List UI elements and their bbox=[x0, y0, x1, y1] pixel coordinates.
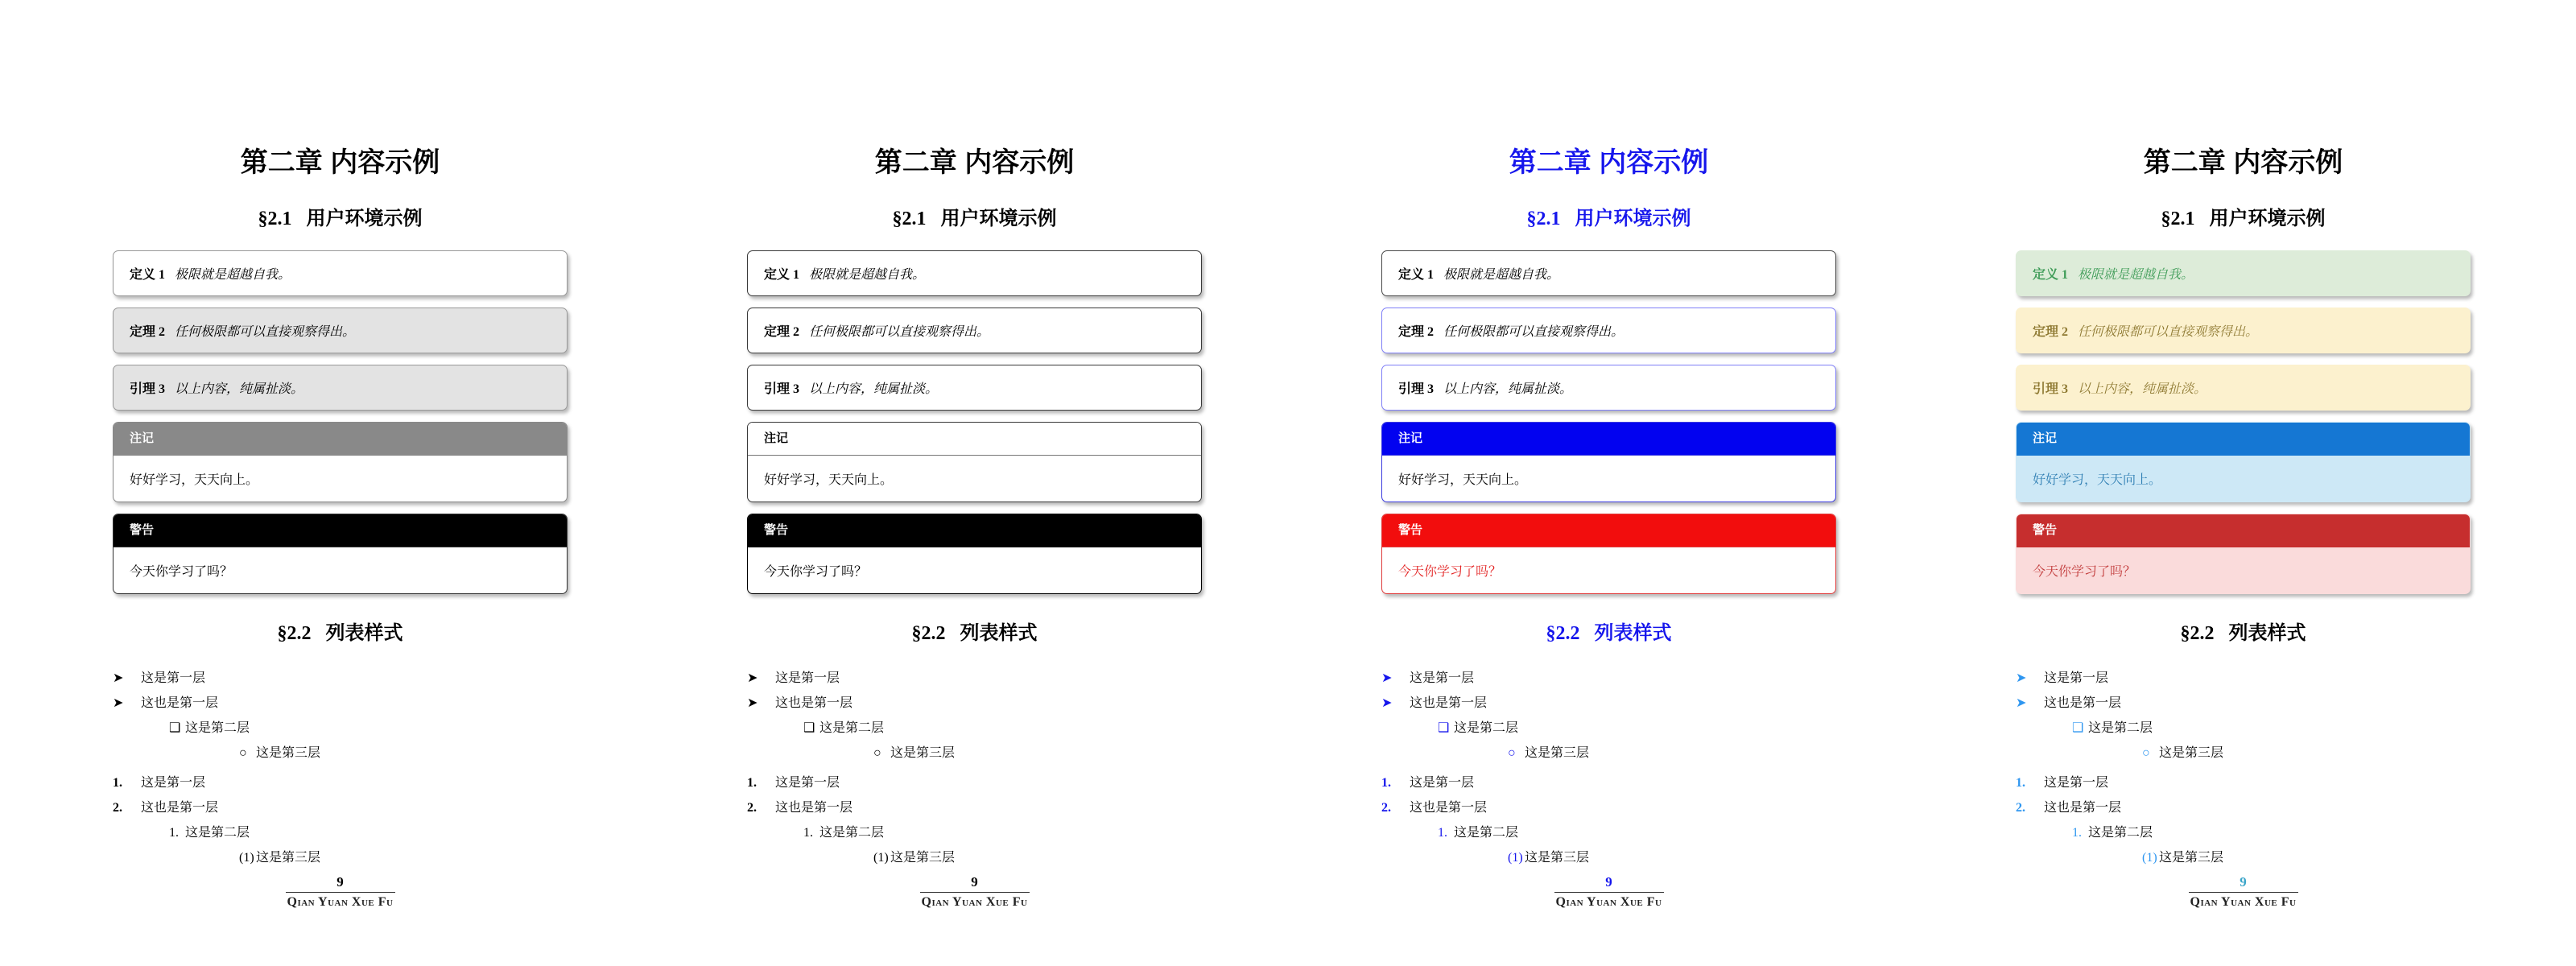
list-number: 1. bbox=[803, 826, 813, 840]
page-footer bbox=[2016, 874, 2471, 910]
chapter-title: 第二章 内容示例 bbox=[2143, 147, 2343, 178]
lemma-text: 以上内容，纯属扯淡。 bbox=[175, 382, 304, 396]
chapter-title: 第二章 内容示例 bbox=[240, 147, 440, 178]
triangle-bullet-icon: ➤ bbox=[747, 671, 758, 685]
numbered-list bbox=[1381, 770, 1836, 870]
list-item-text: 这是第二层 bbox=[2088, 826, 2153, 840]
lemma-label: 引理 3 bbox=[130, 382, 166, 396]
theorem-text: 任何极限都可以直接观察得出。 bbox=[2078, 325, 2259, 339]
definition-box bbox=[747, 250, 1202, 296]
page-number: 9 bbox=[971, 874, 978, 890]
note-box bbox=[2016, 422, 2471, 502]
circle-bullet-icon: ○ bbox=[873, 746, 881, 760]
list-item bbox=[1381, 666, 1836, 691]
list-item-text: 这是第二层 bbox=[819, 721, 885, 735]
theorem-label: 定理 2 bbox=[130, 325, 166, 339]
list-item bbox=[2016, 741, 2471, 766]
list-item bbox=[113, 770, 568, 795]
list-item bbox=[1381, 770, 1836, 795]
list-item bbox=[113, 666, 568, 691]
note-header: 注记 bbox=[2017, 423, 2470, 456]
note-header: 注记 bbox=[748, 423, 1201, 456]
list-item-text: 这是第二层 bbox=[2088, 721, 2153, 735]
list-item-text: 这是第一层 bbox=[141, 671, 206, 685]
list-number: 2. bbox=[747, 801, 757, 815]
list-item bbox=[2016, 691, 2471, 716]
section-title: 列表样式 bbox=[325, 622, 403, 644]
square-bullet-icon: ❑ bbox=[1438, 721, 1450, 735]
theorem-box bbox=[113, 308, 568, 353]
section-heading-2-2 bbox=[113, 621, 568, 646]
list-item-text: 这也是第一层 bbox=[2044, 696, 2122, 710]
section-title: 用户环境示例 bbox=[306, 208, 423, 229]
warning-body: 今天你学习了吗？ bbox=[130, 565, 233, 579]
theorem-label: 定理 2 bbox=[764, 325, 800, 339]
definition-label: 定义 1 bbox=[1398, 268, 1435, 282]
page-footer bbox=[747, 874, 1202, 910]
section-title: 用户环境示例 bbox=[940, 208, 1057, 229]
square-bullet-icon: ❑ bbox=[803, 721, 815, 735]
list-item bbox=[1381, 691, 1836, 716]
list-number: 1. bbox=[169, 826, 179, 840]
warning-box bbox=[1381, 514, 1836, 594]
lemma-box bbox=[113, 365, 568, 411]
warning-box bbox=[113, 514, 568, 594]
section-number: §2.2 bbox=[911, 623, 946, 644]
institution-name: Qian Yuan Xue Fu bbox=[1555, 895, 1662, 909]
institution-name: Qian Yuan Xue Fu bbox=[2190, 895, 2297, 909]
section-number: §2.1 bbox=[892, 208, 927, 229]
definition-box bbox=[2016, 250, 2471, 296]
definition-box bbox=[1381, 250, 1836, 296]
page-number: 9 bbox=[2240, 874, 2247, 890]
theorem-label: 定理 2 bbox=[2033, 325, 2069, 339]
list-number: (1) bbox=[873, 851, 889, 865]
list-item-text: 这是第一层 bbox=[2044, 671, 2109, 685]
list-item-text: 这是第三层 bbox=[256, 746, 321, 760]
lemma-box bbox=[2016, 365, 2471, 411]
list-item bbox=[113, 845, 568, 870]
chapter-title: 第二章 内容示例 bbox=[874, 147, 1075, 178]
warning-box bbox=[2016, 514, 2471, 594]
list-item bbox=[113, 691, 568, 716]
page-number: 9 bbox=[1605, 874, 1612, 890]
list-item bbox=[747, 716, 1202, 741]
bullet-list bbox=[1381, 666, 1836, 766]
lemma-box bbox=[1381, 365, 1836, 411]
themed-page-outline bbox=[747, 0, 1202, 966]
triangle-bullet-icon: ➤ bbox=[1381, 671, 1393, 685]
list-number: (1) bbox=[1508, 851, 1523, 865]
list-item bbox=[2016, 820, 2471, 845]
section-title: 用户环境示例 bbox=[2209, 208, 2326, 229]
list-item bbox=[747, 795, 1202, 820]
list-item bbox=[747, 741, 1202, 766]
lemma-text: 以上内容，纯属扯淡。 bbox=[809, 382, 939, 396]
warning-body: 今天你学习了吗？ bbox=[764, 565, 868, 579]
warning-box bbox=[747, 514, 1202, 594]
institution-name: Qian Yuan Xue Fu bbox=[287, 895, 394, 909]
section-title: 用户环境示例 bbox=[1575, 208, 1691, 229]
section-number: §2.1 bbox=[2161, 208, 2195, 229]
list-item-text: 这是第三层 bbox=[2159, 746, 2224, 760]
list-item bbox=[747, 691, 1202, 716]
numbered-list bbox=[2016, 770, 2471, 870]
list-item-text: 这是第三层 bbox=[1525, 851, 1590, 865]
note-body: 好好学习，天天向上。 bbox=[1398, 473, 1528, 487]
theorem-text: 任何极限都可以直接观察得出。 bbox=[1443, 325, 1624, 339]
definition-text: 极限就是超越自我。 bbox=[1443, 268, 1560, 282]
list-item-text: 这是第一层 bbox=[2044, 776, 2109, 790]
note-box bbox=[747, 422, 1202, 502]
section-heading-2-2 bbox=[1381, 621, 1836, 646]
list-item bbox=[747, 845, 1202, 870]
theorem-box bbox=[1381, 308, 1836, 353]
list-item-text: 这是第一层 bbox=[775, 776, 840, 790]
section-number: §2.2 bbox=[2180, 623, 2215, 644]
note-header: 注记 bbox=[1382, 423, 1835, 456]
triangle-bullet-icon: ➤ bbox=[113, 696, 124, 710]
list-item bbox=[113, 741, 568, 766]
definition-text: 极限就是超越自我。 bbox=[175, 268, 291, 282]
warning-header: 警告 bbox=[2017, 514, 2470, 547]
list-item bbox=[2016, 666, 2471, 691]
list-item-text: 这是第二层 bbox=[819, 826, 885, 840]
list-item bbox=[2016, 845, 2471, 870]
theme-preview-pages bbox=[113, 0, 2576, 966]
warning-body: 今天你学习了吗？ bbox=[1398, 565, 1502, 579]
list-item-text: 这是第二层 bbox=[185, 826, 250, 840]
bullet-list bbox=[747, 666, 1202, 766]
triangle-bullet-icon: ➤ bbox=[2016, 696, 2027, 710]
definition-text: 极限就是超越自我。 bbox=[2078, 268, 2194, 282]
list-item bbox=[2016, 716, 2471, 741]
list-item bbox=[747, 666, 1202, 691]
list-item-text: 这也是第一层 bbox=[775, 696, 853, 710]
list-item-text: 这也是第一层 bbox=[1410, 801, 1488, 815]
list-item-text: 这是第一层 bbox=[775, 671, 840, 685]
list-number: 1. bbox=[113, 776, 122, 790]
list-item bbox=[113, 820, 568, 845]
note-header: 注记 bbox=[114, 423, 567, 456]
list-item-text: 这也是第一层 bbox=[141, 801, 219, 815]
list-number: 1. bbox=[2016, 776, 2025, 790]
list-item bbox=[2016, 795, 2471, 820]
list-item bbox=[747, 770, 1202, 795]
institution-name: Qian Yuan Xue Fu bbox=[921, 895, 1028, 909]
list-number: (1) bbox=[239, 851, 254, 865]
note-body: 好好学习，天天向上。 bbox=[130, 473, 259, 487]
bullet-list bbox=[113, 666, 568, 766]
lemma-label: 引理 3 bbox=[1398, 382, 1435, 396]
list-item bbox=[1381, 820, 1836, 845]
list-item bbox=[1381, 845, 1836, 870]
list-item-text: 这是第一层 bbox=[1410, 776, 1475, 790]
list-item-text: 这是第二层 bbox=[185, 721, 250, 735]
list-item-text: 这是第三层 bbox=[1525, 746, 1590, 760]
page-footer bbox=[113, 874, 568, 910]
list-item bbox=[1381, 741, 1836, 766]
note-box bbox=[1381, 422, 1836, 502]
list-item bbox=[113, 795, 568, 820]
theorem-text: 任何极限都可以直接观察得出。 bbox=[809, 325, 990, 339]
list-item bbox=[113, 716, 568, 741]
bullet-list bbox=[2016, 666, 2471, 766]
list-number: 2. bbox=[2016, 801, 2025, 815]
list-number: 1. bbox=[747, 776, 757, 790]
lemma-label: 引理 3 bbox=[764, 382, 800, 396]
themed-page-grayscale bbox=[113, 0, 568, 966]
list-item bbox=[1381, 795, 1836, 820]
lemma-box bbox=[747, 365, 1202, 411]
numbered-list bbox=[113, 770, 568, 870]
list-item-text: 这也是第一层 bbox=[775, 801, 853, 815]
list-item-text: 这是第二层 bbox=[1454, 721, 1519, 735]
list-number: 1. bbox=[2072, 826, 2082, 840]
square-bullet-icon: ❑ bbox=[169, 721, 181, 735]
list-item-text: 这是第一层 bbox=[141, 776, 206, 790]
note-box bbox=[113, 422, 568, 502]
list-item-text: 这是第三层 bbox=[256, 851, 321, 865]
section-number: §2.2 bbox=[277, 623, 312, 644]
themed-page-blue bbox=[1381, 0, 1836, 966]
footer-rule bbox=[2189, 892, 2298, 893]
section-title: 列表样式 bbox=[1594, 622, 1672, 644]
circle-bullet-icon: ○ bbox=[1508, 746, 1516, 760]
circle-bullet-icon: ○ bbox=[239, 746, 247, 760]
section-heading-2-1 bbox=[747, 207, 1202, 231]
triangle-bullet-icon: ➤ bbox=[2016, 671, 2027, 685]
theorem-box bbox=[2016, 308, 2471, 353]
section-heading-2-1 bbox=[2016, 207, 2471, 231]
list-number: 1. bbox=[1438, 826, 1447, 840]
warning-body: 今天你学习了吗？ bbox=[2033, 565, 2136, 579]
list-item-text: 这也是第一层 bbox=[141, 696, 219, 710]
section-number: §2.1 bbox=[1526, 208, 1561, 229]
section-number: §2.2 bbox=[1546, 623, 1580, 644]
list-item-text: 这是第三层 bbox=[2159, 851, 2224, 865]
list-number: (1) bbox=[2142, 851, 2157, 865]
definition-box bbox=[113, 250, 568, 296]
list-item-text: 这是第三层 bbox=[890, 851, 956, 865]
circle-bullet-icon: ○ bbox=[2142, 746, 2150, 760]
list-item bbox=[2016, 770, 2471, 795]
note-body: 好好学习，天天向上。 bbox=[2033, 473, 2162, 487]
footer-rule bbox=[1554, 892, 1664, 893]
triangle-bullet-icon: ➤ bbox=[1381, 696, 1393, 710]
list-number: 1. bbox=[1381, 776, 1391, 790]
list-number: 2. bbox=[113, 801, 122, 815]
section-title: 列表样式 bbox=[960, 622, 1038, 644]
definition-label: 定义 1 bbox=[130, 268, 166, 282]
definition-label: 定义 1 bbox=[764, 268, 800, 282]
list-item-text: 这也是第一层 bbox=[2044, 801, 2122, 815]
warning-header: 警告 bbox=[114, 514, 567, 547]
lemma-label: 引理 3 bbox=[2033, 382, 2069, 396]
theorem-text: 任何极限都可以直接观察得出。 bbox=[175, 325, 356, 339]
note-body: 好好学习，天天向上。 bbox=[764, 473, 894, 487]
theorem-label: 定理 2 bbox=[1398, 325, 1435, 339]
section-heading-2-2 bbox=[2016, 621, 2471, 646]
list-item-text: 这是第一层 bbox=[1410, 671, 1475, 685]
numbered-list bbox=[747, 770, 1202, 870]
section-title: 列表样式 bbox=[2228, 622, 2306, 644]
definition-text: 极限就是超越自我。 bbox=[809, 268, 926, 282]
lemma-text: 以上内容，纯属扯淡。 bbox=[2078, 382, 2207, 396]
footer-rule bbox=[920, 892, 1030, 893]
themed-page-colorful bbox=[2016, 0, 2471, 966]
list-item bbox=[747, 820, 1202, 845]
list-item-text: 这也是第一层 bbox=[1410, 696, 1488, 710]
list-item bbox=[1381, 716, 1836, 741]
page-footer bbox=[1381, 874, 1836, 910]
square-bullet-icon: ❑ bbox=[2072, 721, 2084, 735]
page-number: 9 bbox=[336, 874, 344, 890]
list-item-text: 这是第二层 bbox=[1454, 826, 1519, 840]
section-number: §2.1 bbox=[258, 208, 292, 229]
definition-label: 定义 1 bbox=[2033, 268, 2069, 282]
triangle-bullet-icon: ➤ bbox=[113, 671, 124, 685]
lemma-text: 以上内容，纯属扯淡。 bbox=[1443, 382, 1573, 396]
theorem-box bbox=[747, 308, 1202, 353]
section-heading-2-2 bbox=[747, 621, 1202, 646]
section-heading-2-1 bbox=[113, 207, 568, 231]
list-item-text: 这是第三层 bbox=[890, 746, 956, 760]
triangle-bullet-icon: ➤ bbox=[747, 696, 758, 710]
list-number: 2. bbox=[1381, 801, 1391, 815]
warning-header: 警告 bbox=[748, 514, 1201, 547]
chapter-title: 第二章 内容示例 bbox=[1509, 147, 1709, 178]
section-heading-2-1 bbox=[1381, 207, 1836, 231]
footer-rule bbox=[286, 892, 395, 893]
warning-header: 警告 bbox=[1382, 514, 1835, 547]
